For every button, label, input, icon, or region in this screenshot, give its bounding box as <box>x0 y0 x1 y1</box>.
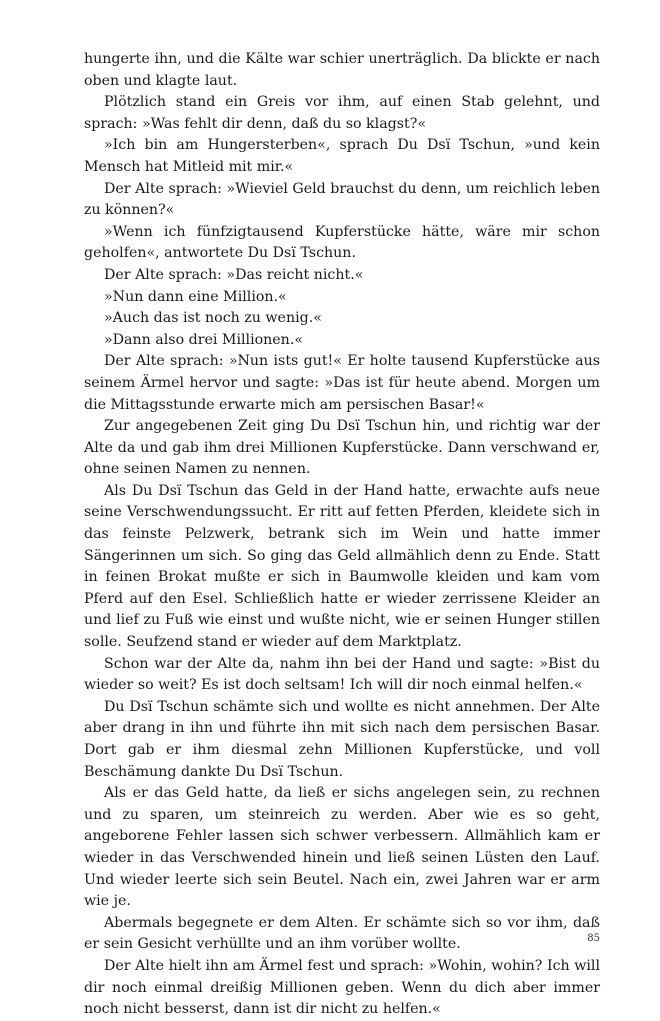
paragraph: »Auch das ist noch zu wenig.« <box>104 310 322 327</box>
paragraph: Zur angegebenen Zeit ging Du Dsï Tschun hin, und richtig war der Alte da und gab ihm drei Millionen Kupferstücke. Dann verschwand er, ohne seinen Namen zu nennen. <box>84 418 600 478</box>
paragraph: Als Du Dsï Tschun das Geld in der Hand hatte, erwachte aufs neue seine Verschwendungssucht. Er ritt auf fetten Pferden, kleidete sich in das feinste Pelzwerk, betrank sich im Wein und hatte immer Sängerinnen um sich. So ging das Geld allmählich denn zu Ende. Statt in feinen Brokat mußte er sich in Baumwolle kleiden und kam vom Pferd auf den Esel. Schließlich hatte er wieder zerrissene Kleider an und lief zu Fuß wie einst und wußte nicht, wie er seinen Hunger stillen solle. Seufzend stand er wieder auf dem Marktplatz. <box>84 482 600 651</box>
page-number: 85 <box>587 933 600 944</box>
book-page-text <box>84 49 600 1021</box>
paragraph: Der Alte sprach: »Wieviel Geld brauchst du denn, um reichlich leben zu können?« <box>84 180 600 219</box>
paragraph: Du Dsï Tschun schämte sich und wollte es nicht annehmen. Der Alte aber drang in ihn und führte ihn mit sich nach dem persischen Basar. Dort gab er ihm diesmal zehn Millionen Kupferstücke, und voll Beschämung dankte Du Dsï Tschun. <box>84 698 600 780</box>
paragraph: Als er das Geld hatte, da ließ er sichs angelegen sein, zu rechnen und zu sparen, um steinreich zu werden. Aber wie es so geht, angeborene Fehler lassen sich schwer verbessern. Allmählich kam er wieder in das Verschwended hinein und ließ seinen Lüsten den Lauf. Und wieder leerte sich sein Beutel. Nach ein, zwei Jahren war er arm wie je. <box>84 785 600 910</box>
paragraph: Der Alte sprach: »Das reicht nicht.« <box>104 266 364 283</box>
paragraph: Der Alte sprach: »Nun ists gut!« Er holte tausend Kupferstücke aus seinem Ärmel hervor und sagte: »Das ist für heute abend. Morgen um die Mittagsstunde erwarte mich am persischen Basar!« <box>84 353 600 413</box>
paragraph: Plötzlich stand ein Greis vor ihm, auf einen Stab gelehnt, und sprach: »Was fehlt dir denn, daß du so klagst?« <box>84 94 600 132</box>
paragraph: »Nun dann eine Million.« <box>104 288 287 305</box>
paragraph: Abermals begegnete er dem Alten. Er schämte sich so vor ihm, daß er sein Gesicht verhüllte und an ihm vorüber wollte. <box>84 914 600 953</box>
paragraph: Der Alte hielt ihn am Ärmel fest und sprach: »Wohin, wohin? Ich will dir noch einmal dreißig Millionen geben. Wenn du dich aber immer noch nicht besserst, dann ist dir nicht zu helfen.« <box>84 957 600 1018</box>
paragraph: »Wenn ich fünfzigtausend Kupferstücke hätte, wäre mir schon geholfen«, antwortete Du Dsï Tschun. <box>84 223 600 262</box>
paragraph: »Dann also drei Millionen.« <box>104 331 304 348</box>
paragraph: Schon war der Alte da, nahm ihn bei der Hand und sagte: »Bist du wieder so weit? Es ist doch seltsam! Ich will dir noch einmal helfen.« <box>84 655 600 694</box>
paragraph: »Ich bin am Hungersterben«, sprach Du Dsï Tschun, »und kein Mensch hat Mitleid mit mir.« <box>84 137 600 175</box>
paragraph-continued: hungerte ihn, und die Kälte war schier unerträglich. Da blickte er nach oben und klagte laut. <box>84 51 600 89</box>
